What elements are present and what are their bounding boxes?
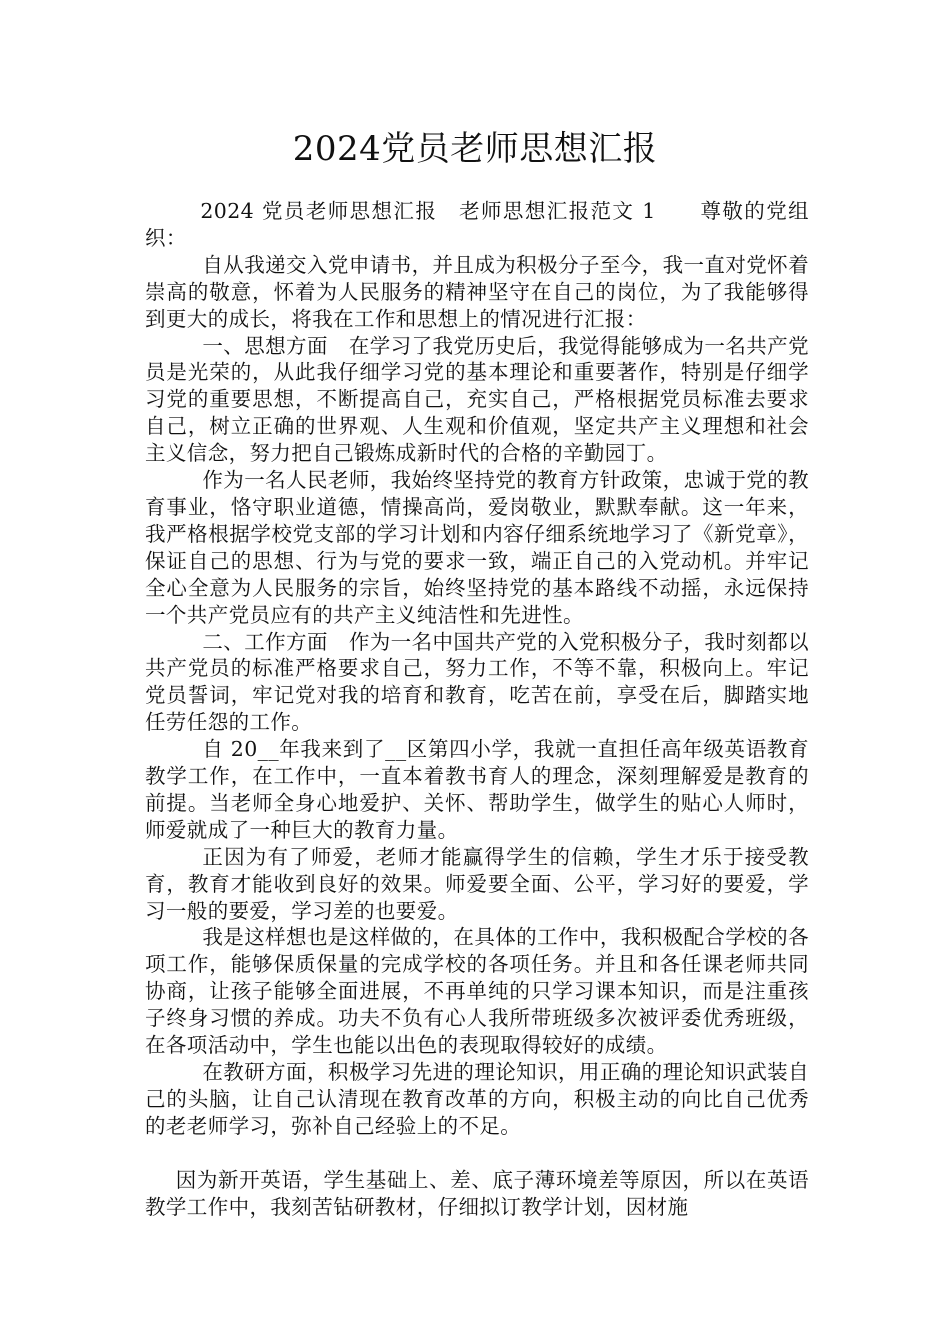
paragraph: 一、思想方面 在学习了我党历史后，我觉得能够成为一名共产党员是光荣的，从此我仔细学习党的基本理论和重要著作，特别是仔细学习党的重要思想，不断提高自己，充实自己，严格根据党员标准去要求自己，树立正确的世界观、人生观和价值观，坚定共产主义理想和社会主义信念，努力把自己锻炼成新时代的合格的辛勤园丁。 <box>145 333 809 466</box>
paragraph: 作为一名人民老师，我始终坚持党的教育方针政策，忠诚于党的教育事业，恪守职业道德，情操高尚，爱岗敬业，默默奉献。这一年来，我严格根据学校党支部的学习计划和内容仔细系统地学习了《新党章》，保证自己的思想、行为与党的要求一致，端正自己的入党动机。并牢记全心全意为人民服务的宗旨，始终坚持党的基本路线不动摇，永远保持一个共产党员应有的共产主义纯洁性和先进性。 <box>145 468 809 627</box>
paragraph: 自 20__年我来到了__区第四小学，我就一直担任高年级英语教育教学工作，在工作中，一直本着教书育人的理念，深刻理解爱是教育的前提。当老师全身心地爱护、关怀、帮助学生，做学生的贴心人师时，师爱就成了一种巨大的教育力量。 <box>145 737 809 842</box>
paragraph: 我是这样想也是这样做的，在具体的工作中，我积极配合学校的各项工作，能够保质保量的完成学校的各项任务。并且和各任课老师共同协商，让孩子能够全面进展，不再单纯的只学习课本知识，而是注重孩子终身习惯的养成。功夫不负有心人我所带班级多次被评委优秀班级，在各项活动中，学生也能以出色的表现取得较好的成绩。 <box>145 925 809 1058</box>
paragraph: 因为新开英语，学生基础上、差、底子薄环境差等原因，所以在英语教学工作中，我刻苦钻研教材，仔细拟订教学计划，因材施 <box>145 1167 809 1219</box>
paragraph: 正因为有了师爱，老师才能赢得学生的信赖，学生才乐于接受教育，教育才能收到良好的效果。师爱要全面、公平，学习好的要爱，学习一般的要爱，学习差的也要爱。 <box>145 844 809 923</box>
paragraph: 在教研方面，积极学习先进的理论知识，用正确的理论知识武装自己的头脑，让自己认清现在教育改革的方向，积极主动的向比自己优秀的老老师学习，弥补自己经验上的不足。 <box>145 1060 809 1138</box>
paragraph: 二、工作方面 作为一名中国共产党的入党积极分子，我时刻都以共产党员的标准严格要求自己，努力工作，不等不靠，积极向上。牢记党员誓词，牢记党对我的培育和教育，吃苦在前，享受在后，脚踏实地任劳任怨的工作。 <box>145 629 809 735</box>
document-body <box>145 198 809 1220</box>
document-title: 2024党员老师思想汇报 <box>292 129 658 169</box>
paragraph: 自从我递交入党申请书，并且成为积极分子至今，我一直对党怀着崇高的敬意，怀着为人民服务的精神坚守在自己的岗位，为了我能够得到更大的成长，将我在工作和思想上的情况进行汇报： <box>145 252 809 331</box>
paragraph-intro: 2024 党员老师思想汇报 老师思想汇报范文 1 尊敬的党组织： <box>145 199 809 250</box>
